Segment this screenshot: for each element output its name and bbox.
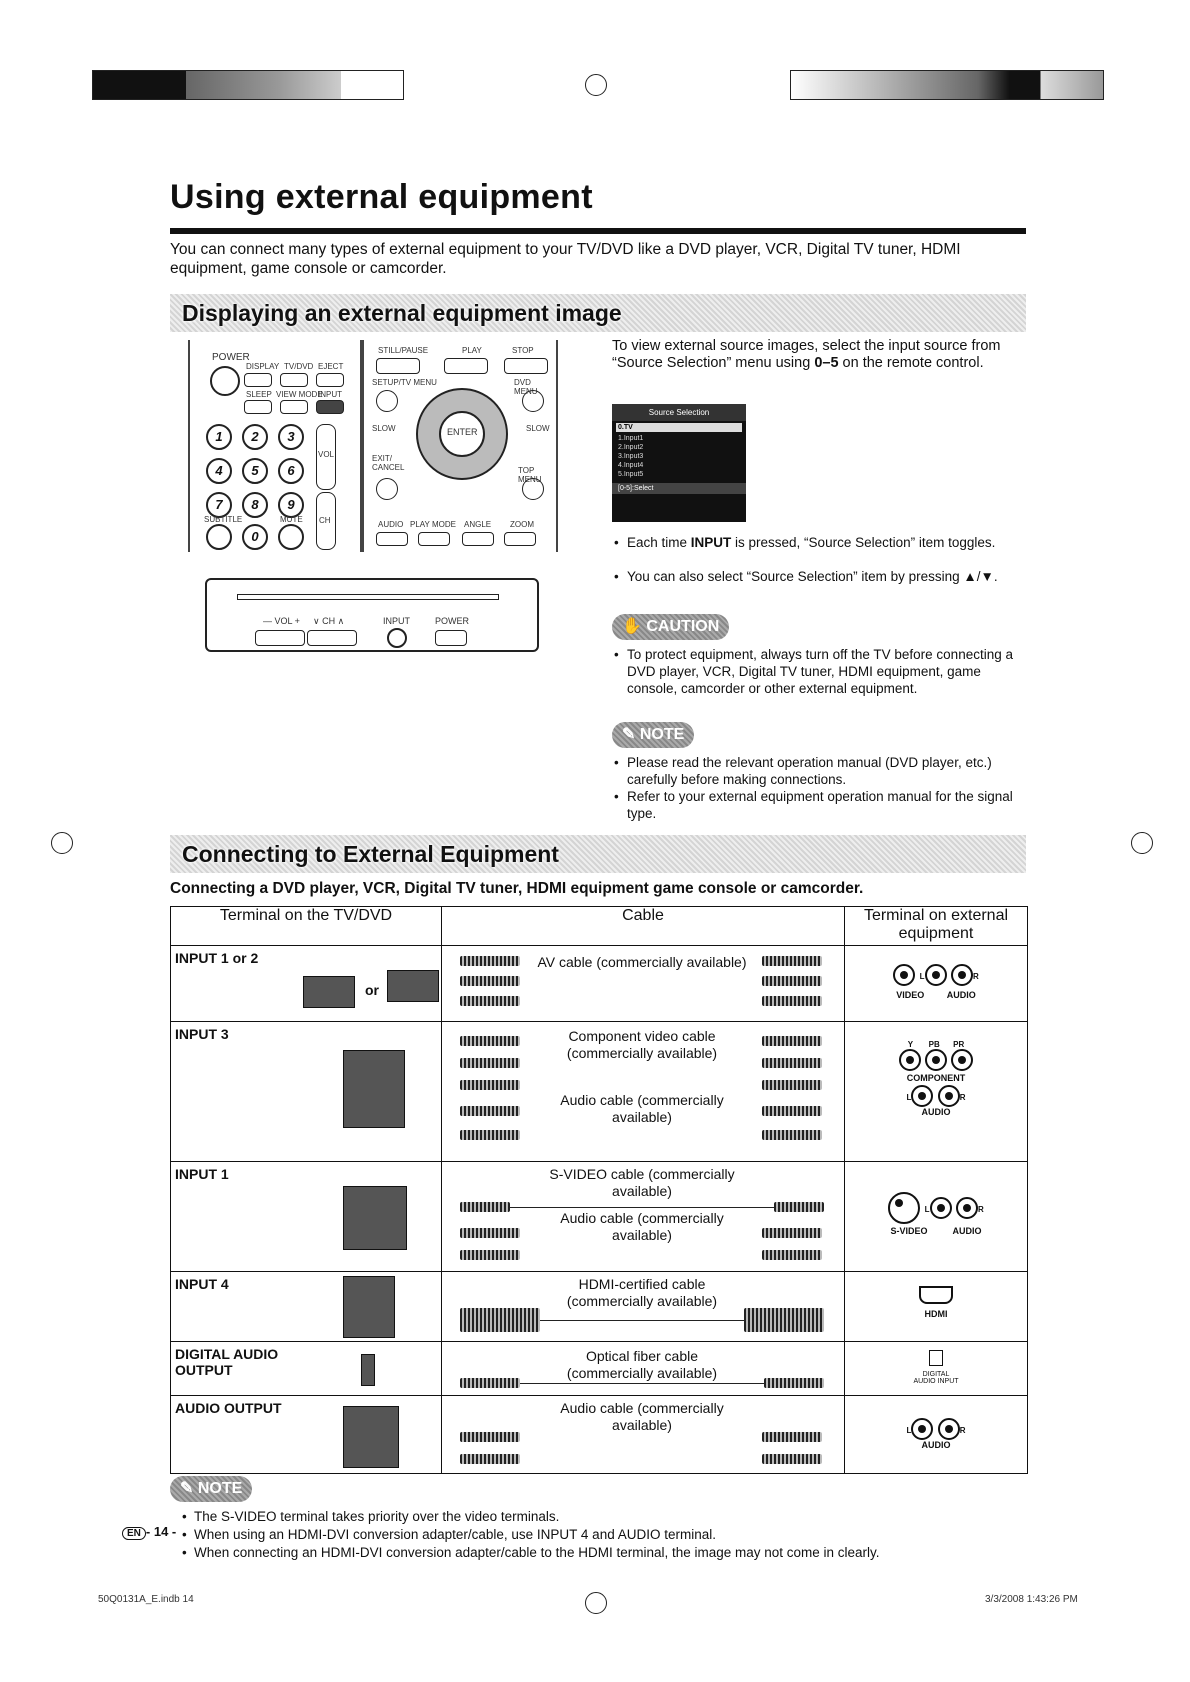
bullet-pre: You can also select “Source Selection” item by pressing ▲/▼. (627, 569, 998, 584)
note-label: NOTE (197, 1480, 243, 1497)
hdmi-plug (744, 1308, 824, 1332)
number-button-6[interactable]: 6 (278, 458, 304, 484)
display-button[interactable] (244, 373, 272, 387)
row-cable-cell (442, 1272, 845, 1342)
eject-label: EJECT (318, 362, 344, 371)
or-label: or (365, 982, 379, 998)
cable-label: HDMI-certified cable (commercially available) (566, 1276, 718, 1309)
row-external-cell (845, 1396, 1028, 1474)
connect-subheading: Connecting a DVD player, VCR, Digital TV tuner, HDMI equipment game console or camcorder. (170, 880, 864, 897)
table-row (171, 1272, 1028, 1342)
cable-label: Audio cable (commercially available) (560, 1400, 724, 1433)
rca-plug (762, 1250, 822, 1260)
bullet-pre: Each time (627, 535, 691, 550)
note-item: • The S-VIDEO terminal takes priority over the video terminals. (182, 1508, 559, 1525)
ext-label: AUDIO (921, 1440, 951, 1450)
number-button-0[interactable]: 0 (242, 524, 268, 550)
jack-letter-r: R (973, 972, 979, 982)
still-button[interactable] (376, 358, 420, 374)
osd-item[interactable]: 1.Input1 (618, 435, 644, 442)
enter-label: ENTER (447, 427, 478, 437)
input-button[interactable] (316, 400, 344, 414)
rca-plug (762, 1432, 822, 1442)
dvdmenu-button[interactable] (522, 390, 544, 412)
row-external-cell (845, 1272, 1028, 1342)
row-external-cell (845, 946, 1028, 1022)
ext-label: AUDIO (921, 1107, 951, 1117)
row-terminal-cell (171, 1396, 442, 1474)
slow-right-label: SLOW (526, 424, 550, 433)
hdmi-wire (540, 1320, 744, 1321)
zoom-button[interactable] (504, 532, 536, 546)
column-header: Terminal on the TV/DVD (171, 907, 442, 946)
power-label: POWER (212, 352, 250, 363)
panel-vol-button[interactable] (255, 630, 305, 646)
note-badge (170, 1476, 252, 1502)
tvdvd-button[interactable] (280, 373, 308, 387)
setup-button[interactable] (376, 390, 398, 412)
number-button-4[interactable]: 4 (206, 458, 232, 484)
optical-panel-icon (361, 1354, 375, 1386)
row-cable-cell (442, 1022, 845, 1162)
rca-plug (460, 1106, 520, 1116)
footer-timestamp: 3/3/2008 1:43:26 PM (985, 1594, 1078, 1605)
audio-button[interactable] (376, 532, 408, 546)
audio-l-jack (911, 1085, 933, 1107)
cable-label: Audio cable (commercially available) (560, 1092, 724, 1125)
tv-panel-illustration (205, 578, 539, 652)
crosshair-icon (1131, 832, 1153, 854)
jack-letter-r: R (959, 1426, 966, 1436)
rca-plug (460, 1432, 520, 1442)
zoom-label: ZOOM (510, 520, 534, 529)
column-header: Terminal on external equipment (845, 907, 1028, 946)
component-pb-jack (925, 1049, 947, 1071)
row-cable-cell (442, 946, 845, 1022)
jack-letter-l: L (906, 1093, 912, 1103)
panel-input-label: INPUT (383, 616, 410, 626)
setup-label: SETUP/TV MENU (372, 378, 437, 387)
ext-label: AUDIO (952, 1226, 982, 1236)
optical-wire (520, 1383, 764, 1384)
intro-text: You can connect many types of external equipment to your TV/DVD like a DVD player, VCR, Digital TV tuner, HDMI equipment, game console or camcorder. (170, 241, 961, 277)
section-heading-connect: Connecting to External Equipment (170, 835, 1026, 873)
panel-ch-label: ∨ CH ∧ (313, 616, 345, 626)
input-panel-icon (303, 976, 355, 1008)
table-row (171, 1342, 1028, 1396)
component-y-jack (899, 1049, 921, 1071)
panel-power-button[interactable] (435, 630, 467, 646)
pencil-icon: ✎ (180, 1480, 194, 1497)
note-item: • Refer to your external equipment operation manual for the signal type. (612, 788, 1027, 822)
osd-item[interactable]: 2.Input2 (618, 444, 644, 451)
panel-strip (237, 594, 499, 600)
panel-ch-button[interactable] (307, 630, 357, 646)
audio-output-panel-icon (343, 1406, 399, 1468)
connection-table (170, 906, 1028, 1474)
svideo-jack (888, 1192, 920, 1224)
audio-r-jack (938, 1085, 960, 1107)
rca-plug (460, 956, 520, 966)
note-item: • When connecting an HDMI-DVI conversion adapter/cable to the HDMI terminal, the image may not come in clearly. (182, 1544, 880, 1561)
rca-plug (762, 1080, 822, 1090)
osd-footer: [0-5]:Select (612, 483, 746, 494)
remote-left-illustration (188, 340, 362, 552)
jack-letter-y: Y (907, 1040, 914, 1049)
row-label: DIGITAL AUDIO OUTPUT (175, 1346, 279, 1378)
display-label: DISPLAY (246, 362, 280, 371)
hand-icon: ✋ (622, 618, 642, 635)
rca-plug (460, 1250, 520, 1260)
vol-label: VOL (318, 450, 335, 459)
row-terminal-cell (171, 1342, 442, 1396)
subtitle-button[interactable] (206, 524, 232, 550)
table-row (171, 946, 1028, 1022)
row-terminal-cell (171, 1022, 442, 1162)
input-panel-icon (387, 970, 439, 1002)
rca-plug (762, 1106, 822, 1116)
instruction-pre: To view external source images, select the input source from “Source Selection” menu using (612, 338, 1001, 371)
hdmi-panel-icon (343, 1276, 395, 1338)
jack-letter-pr: PR (953, 1040, 965, 1049)
rca-plug (762, 976, 822, 986)
osd-title: Source Selection (612, 404, 746, 421)
optical-plug (764, 1378, 824, 1388)
row-label: INPUT 1 or 2 (175, 950, 259, 966)
page-number-text: - 14 - (145, 1524, 177, 1539)
table-row (171, 1396, 1028, 1474)
number-button-7[interactable]: 7 (206, 492, 232, 518)
still-label: STILL/PAUSE (378, 346, 429, 355)
crosshair-icon (51, 832, 73, 854)
angle-button[interactable] (462, 532, 494, 546)
play-label: PLAY (462, 346, 482, 355)
jack-letter-r: R (959, 1093, 966, 1103)
osd-item[interactable]: 5.Input5 (618, 471, 644, 478)
rca-plug (762, 1036, 822, 1046)
rca-plug (762, 996, 822, 1006)
row-external-cell (845, 1342, 1028, 1396)
row-label: AUDIO OUTPUT (175, 1400, 282, 1416)
row-terminal-cell (171, 1272, 442, 1342)
panel-input-button[interactable] (387, 628, 407, 648)
number-button-5[interactable]: 5 (242, 458, 268, 484)
hdmi-port-icon (919, 1286, 953, 1304)
input-label: INPUT (318, 390, 342, 399)
ext-label: VIDEO (896, 990, 925, 1000)
rca-plug (460, 1058, 520, 1068)
row-label: INPUT 4 (175, 1276, 229, 1292)
playmode-button[interactable] (418, 532, 450, 546)
osd-source-selection (612, 404, 746, 522)
bullet-input-toggle (612, 534, 1027, 551)
caution-item: • To protect equipment, always turn off the TV before connecting a DVD player, VCR, Digital TV tuner, HDMI equipment, game console, camcorder or other external equipment. (612, 646, 1027, 697)
table-row (171, 1022, 1028, 1162)
mute-button[interactable] (278, 524, 304, 550)
jack-letter-pb: PB (928, 1040, 940, 1049)
video-jack (893, 964, 915, 986)
caution-label: CAUTION (646, 618, 720, 635)
eject-button[interactable] (316, 373, 344, 387)
number-button-2[interactable]: 2 (242, 424, 268, 450)
number-button-1[interactable]: 1 (206, 424, 232, 450)
footer-file: 50Q0131A_E.indb 14 (98, 1594, 194, 1605)
rca-plug (460, 1454, 520, 1464)
page-title: Using external equipment (170, 178, 593, 216)
rca-plug (460, 1080, 520, 1090)
row-cable-cell (442, 1162, 845, 1272)
audio-r-jack (951, 964, 973, 986)
number-button-9[interactable]: 9 (278, 492, 304, 518)
dvdmenu-label: DVD MENU (514, 378, 538, 396)
angle-label: ANGLE (464, 520, 492, 529)
row-external-cell (845, 1162, 1028, 1272)
row-cable-cell (442, 1396, 845, 1474)
viewmode-button[interactable] (280, 400, 308, 414)
instruction-text (612, 338, 1027, 372)
rca-plug (460, 996, 520, 1006)
rca-plug (762, 956, 822, 966)
audio-l-jack (911, 1418, 933, 1440)
note-item: • Please read the relevant operation manual (DVD player, etc.) carefully before making connections. (612, 754, 1027, 788)
instruction-key: 0–5 (814, 355, 839, 371)
audio-l-jack (930, 1197, 952, 1219)
cable-label: Component video cable (commercially available) (566, 1028, 718, 1061)
osd-item[interactable]: 4.Input4 (618, 462, 644, 469)
subtitle-label: SUBTITLE (204, 515, 243, 524)
ext-label: AUDIO (946, 990, 976, 1000)
rca-plug (762, 1130, 822, 1140)
row-external-cell (845, 1022, 1028, 1162)
optical-plug (460, 1378, 520, 1388)
note-label: NOTE (639, 726, 685, 743)
section-heading-display: Displaying an external equipment image (170, 294, 1026, 332)
instruction-post: on the remote control. (838, 355, 984, 371)
rca-plug (762, 1454, 822, 1464)
cable-label: Audio cable (commercially available) (560, 1210, 724, 1243)
audio-r-jack (956, 1197, 978, 1219)
ch-label: CH (319, 516, 331, 525)
pencil-icon: ✎ (622, 726, 636, 743)
svideo-plug (460, 1202, 510, 1212)
stop-label: STOP (512, 346, 534, 355)
ext-label: S-VIDEO (890, 1226, 928, 1236)
jack-letter-l: L (919, 972, 925, 982)
osd-item[interactable]: 3.Input3 (618, 453, 644, 460)
rca-plug (460, 1036, 520, 1046)
topmenu-label: TOP MENU (518, 466, 542, 484)
table-row (171, 1162, 1028, 1272)
bullet-key: INPUT (690, 535, 732, 550)
note-item: • When using an HDMI-DVI conversion adapter/cable, use INPUT 4 and AUDIO terminal. (182, 1526, 716, 1543)
crosshair-icon (585, 74, 607, 96)
input1-panel-icon (343, 1186, 407, 1250)
cable-label: S-VIDEO cable (commercially available) (549, 1166, 735, 1199)
panel-power-label: POWER (435, 616, 470, 626)
caution-badge (612, 614, 729, 640)
crosshair-icon (585, 1592, 607, 1614)
row-terminal-cell (171, 1162, 442, 1272)
component-letters (845, 1040, 1027, 1049)
component-pr-jack (951, 1049, 973, 1071)
ext-label: HDMI (924, 1309, 948, 1319)
registration-bar-left (92, 70, 404, 100)
row-label: INPUT 1 (175, 1166, 229, 1182)
rca-plug (460, 1228, 520, 1238)
topmenu-button[interactable] (522, 478, 544, 500)
play-button[interactable] (444, 358, 488, 374)
row-cable-cell (442, 1342, 845, 1396)
mute-label: MUTE (280, 515, 303, 524)
row-terminal-cell (171, 946, 442, 1022)
ext-label: COMPONENT (906, 1073, 966, 1083)
rca-plug (460, 1130, 520, 1140)
stop-button[interactable] (504, 358, 548, 374)
ext-label: DIGITAL AUDIO INPUT (913, 1371, 959, 1385)
sleep-label: SLEEP (246, 390, 272, 399)
sleep-button[interactable] (244, 400, 272, 414)
bullet-post: is pressed, “Source Selection” item toggles. (731, 535, 996, 550)
lang-badge: EN (122, 1527, 146, 1540)
jack-letter-l: L (924, 1205, 930, 1215)
exit-label: EXIT/ CANCEL (372, 454, 405, 472)
svideo-plug (774, 1202, 824, 1212)
remote-right-illustration (362, 340, 558, 552)
rca-plug (762, 1228, 822, 1238)
panel-vol-label: — VOL + (263, 616, 300, 626)
audio-label: AUDIO (378, 520, 404, 529)
row-label: INPUT 3 (175, 1026, 229, 1042)
jack-letter-l: L (906, 1426, 912, 1436)
jack-letter-r: R (978, 1205, 984, 1215)
table-header-row (171, 907, 1028, 946)
title-rule (170, 228, 1026, 234)
svideo-wire (510, 1207, 774, 1208)
cable-label: Optical fiber cable (commercially available) (566, 1348, 718, 1381)
number-button-3[interactable]: 3 (278, 424, 304, 450)
audio-r-jack (938, 1418, 960, 1440)
slow-left-label: SLOW (372, 424, 396, 433)
number-button-8[interactable]: 8 (242, 492, 268, 518)
optical-port-icon (929, 1350, 943, 1366)
osd-item-selected[interactable]: 0.TV (616, 423, 742, 432)
tvdvd-label: TV/DVD (284, 362, 314, 371)
note-badge (612, 722, 694, 748)
audio-l-jack (925, 964, 947, 986)
cable-label: AV cable (commercially available) (537, 954, 747, 970)
rca-plug (762, 1058, 822, 1068)
page-number (122, 1524, 176, 1540)
rca-plug (460, 976, 520, 986)
input3-panel-icon (343, 1050, 405, 1128)
bullet-select-arrows (612, 568, 1027, 585)
playmode-label: PLAY MODE (410, 520, 456, 529)
column-header: Cable (442, 907, 845, 946)
hdmi-plug (460, 1308, 540, 1332)
exit-button[interactable] (376, 478, 398, 500)
registration-bar-right (790, 70, 1104, 100)
viewmode-label: VIEW MODE (276, 390, 323, 399)
power-button[interactable] (210, 366, 240, 396)
